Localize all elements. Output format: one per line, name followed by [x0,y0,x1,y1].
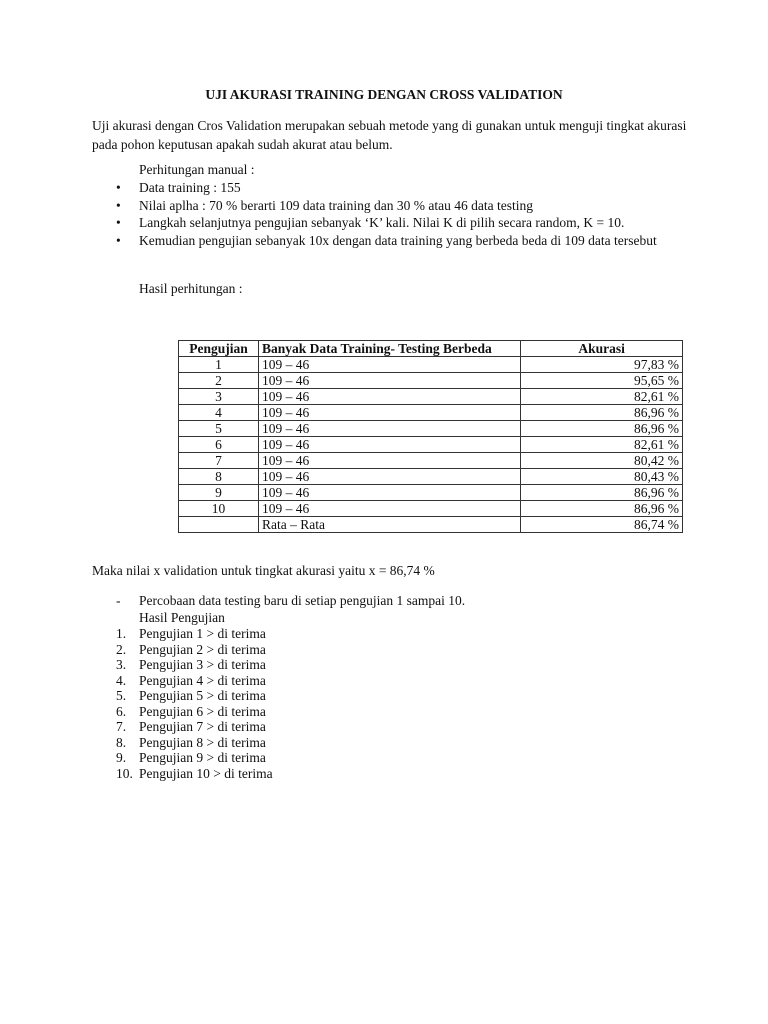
table-row [179,373,683,389]
table-average-row [179,517,683,533]
bullet-text: Kemudian pengujian sebanyak 10x dengan data training yang berbeda beda di 109 data tersebut [139,232,657,248]
cell-akurasi: 82,61 % [521,437,683,453]
bullet-list [116,179,676,249]
cell-data: 109 – 46 [258,485,520,501]
manual-heading: Perhitungan manual : [139,162,255,177]
cell-akurasi: 95,65 % [521,373,683,389]
results-heading: Hasil perhitungan : [139,281,243,296]
item-text: Pengujian 7 > di terima [139,719,266,734]
list-item [116,704,273,720]
list-item [116,735,273,751]
cell-akurasi: 80,42 % [521,453,683,469]
table-header-row [179,341,683,357]
item-text: Pengujian 9 > di terima [139,750,266,765]
item-text: Pengujian 2 > di terima [139,641,266,657]
item-text: Pengujian 10 > di terima [139,765,273,781]
list-item [116,197,676,215]
table-row [179,469,683,485]
bullet-icon: • [116,232,121,248]
bullet-text: Data training : 155 [139,180,241,195]
average-label: Rata – Rata [258,517,520,533]
item-number: 5. [116,688,127,703]
page-title: UJI AKURASI TRAINING DENGAN CROSS VALIDATION [205,87,563,102]
bullet-icon: • [116,180,121,195]
bullet-icon: • [116,197,121,213]
list-item [116,719,273,735]
item-number: 8. [116,734,127,750]
cell-data: 109 – 46 [258,453,520,469]
table-row [179,453,683,469]
item-number: 2. [116,641,127,657]
header-pengujian: Pengujian [179,341,259,357]
cell-pengujian: 1 [179,357,259,373]
accuracy-table [178,340,683,533]
bullet-icon: • [116,215,121,230]
table-row [179,389,683,405]
header-data-training: Banyak Data Training- Testing Berbeda [258,341,520,357]
cell-data: 109 – 46 [258,373,520,389]
item-number: 7. [116,719,127,734]
list-item [116,214,676,232]
cell-akurasi: 86,96 % [521,421,683,437]
cell-pengujian: 2 [179,373,259,389]
item-text: Pengujian 4 > di terima [139,672,266,688]
cell-akurasi: 97,83 % [521,357,683,373]
item-number: 6. [116,703,127,719]
dash-icon: - [116,593,121,608]
average-value: 86,74 % [521,517,683,533]
list-item [116,673,273,689]
cell-pengujian: 10 [179,501,259,517]
cell-pengujian: 3 [179,389,259,405]
list-item [116,626,273,642]
cell-akurasi: 86,96 % [521,405,683,421]
item-text: Pengujian 8 > di terima [139,734,266,750]
table-row [179,421,683,437]
cell-data: 109 – 46 [258,501,520,517]
item-number: 1. [116,626,127,641]
list-item [116,232,676,250]
cell-pengujian: 5 [179,421,259,437]
cell-empty [179,517,259,533]
item-text: Pengujian 6 > di terima [139,703,266,719]
table-row [179,437,683,453]
item-text: Pengujian 5 > di terima [139,688,266,703]
bullet-text: Langkah selanjutnya pengujian sebanyak ‘K’ kali. Nilai K di pilih secara random, K = 10. [139,215,625,230]
cell-pengujian: 9 [179,485,259,501]
cell-pengujian: 4 [179,405,259,421]
dash-item [116,593,465,609]
item-number: 3. [116,657,127,672]
list-item [116,688,273,704]
list-item [116,766,273,782]
list-item [116,750,273,766]
list-item [116,179,676,197]
cell-pengujian: 6 [179,437,259,453]
cell-pengujian: 8 [179,469,259,485]
intro-paragraph: Uji akurasi dengan Cros Validation merupakan sebuah metode yang di gunakan untuk menguji tingkat akurasi pada pohon keputusan apakah sudah akurat atau belum. [92,118,687,152]
cell-akurasi: 80,43 % [521,469,683,485]
table-row [179,485,683,501]
list-item [116,642,273,658]
cell-data: 109 – 46 [258,421,520,437]
item-text: Pengujian 1 > di terima [139,626,266,641]
cell-data: 109 – 46 [258,405,520,421]
header-akurasi: Akurasi [521,341,683,357]
cell-data: 109 – 46 [258,469,520,485]
item-number: 4. [116,672,127,688]
results-list [116,626,273,781]
table-row [179,357,683,373]
bullet-text: Nilai aplha : 70 % berarti 109 data training dan 30 % atau 46 data testing [139,197,534,213]
cell-akurasi: 86,96 % [521,485,683,501]
cell-akurasi: 86,96 % [521,501,683,517]
cell-akurasi: 82,61 % [521,389,683,405]
item-number: 10. [116,765,133,781]
test-results-heading: Hasil Pengujian [139,610,225,625]
cell-data: 109 – 46 [258,437,520,453]
cell-data: 109 – 46 [258,389,520,405]
cell-pengujian: 7 [179,453,259,469]
cell-data: 109 – 46 [258,357,520,373]
item-number: 9. [116,750,127,765]
list-item [116,657,273,673]
item-text: Pengujian 3 > di terima [139,657,266,672]
dash-item-text: Percobaan data testing baru di setiap pengujian 1 sampai 10. [139,593,466,608]
conclusion-text: Maka nilai x validation untuk tingkat akurasi yaitu x = 86,74 % [92,563,435,578]
table-row [179,501,683,517]
table-row [179,405,683,421]
